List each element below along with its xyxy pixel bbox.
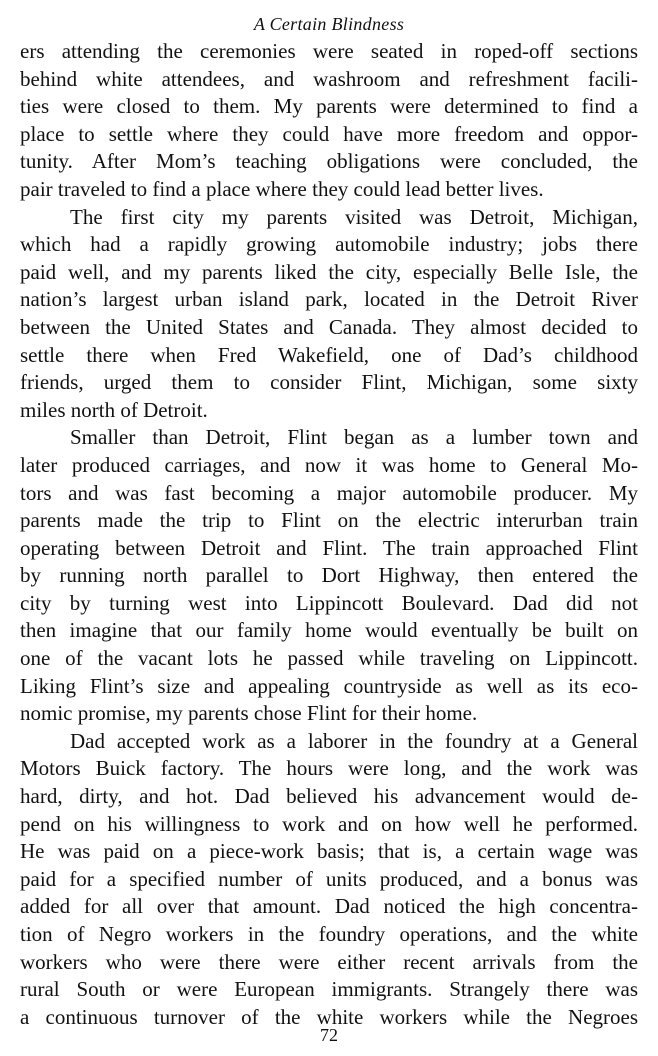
text-line: pair traveled to find a place where they could lead better lives. [20,176,544,201]
text-line: Motors Buick factory. The hours were long, and the work was [20,756,638,781]
text-line: city by turning west into Lippincott Boulevard. Dad did not [20,590,638,615]
body-text [20,38,638,1031]
text-line: Dad accepted work as a laborer in the foundry at a General [70,728,638,753]
text-line: He was paid on a piece-work basis; that is, a certain wage was [20,839,638,864]
page-number: 72 [320,1025,338,1045]
text-line: which had a rapidly growing automobile industry; jobs there [20,232,638,257]
text-line: settle there when Fred Wakefield, one of Dad’s childhood [20,342,638,367]
text-line: then imagine that our family home would eventually be built on [20,618,638,643]
text-line: parents made the trip to Flint on the electric interurban train [20,508,638,533]
text-line: nomic promise, my parents chose Flint for their home. [20,701,478,726]
text-line: paid for a specified number of units produced, and a bonus was [20,866,638,891]
text-line: nation’s largest urban island park, located in the Detroit River [20,287,638,312]
text-line: Liking Flint’s size and appealing countryside as well as its eco- [20,673,638,698]
text-line: later produced carriages, and now it was home to General Mo- [20,452,638,477]
text-line: by running north parallel to Dort Highway, then entered the [20,563,638,588]
text-line: ers attending the ceremonies were seated in roped-off sections [20,39,638,63]
text-line: ties were closed to them. My parents were determined to find a [20,94,638,119]
text-line: pend on his willingness to work and on how well he performed. [20,811,638,836]
text-line: workers who were there were either recent arrivals from the [20,949,638,974]
text-line: place to settle where they could have more freedom and oppor- [20,121,638,146]
text-line: between the United States and Canada. They almost decided to [20,314,638,339]
text-line: a continuous turnover of the white workers while the Negroes [20,1004,638,1029]
text-line: operating between Detroit and Flint. The train approached Flint [20,535,638,560]
text-line: tion of Negro workers in the foundry operations, and the white [20,922,638,946]
text-line: The first city my parents visited was Detroit, Michigan, [70,204,638,229]
text-line: tors and was fast becoming a major automobile producer. My [20,480,638,505]
text-line: rural South or were European immigrants. Strangely there was [20,977,638,1002]
text-line: Smaller than Detroit, Flint began as a lumber town and [70,425,638,450]
text-line: one of the vacant lots he passed while traveling on Lippincott. [20,646,638,671]
text-line: added for all over that amount. Dad noticed the high concentra- [20,894,638,919]
running-head: A Certain Blindness [253,14,405,34]
text-line: friends, urged them to consider Flint, Michigan, some sixty [20,370,638,395]
text-line: tunity. After Mom’s teaching obligations were concluded, the [20,149,638,174]
text-line: hard, dirty, and hot. Dad believed his advancement would de- [20,784,638,809]
text-line: paid well, and my parents liked the city, especially Belle Isle, the [20,259,638,284]
text-line: miles north of Detroit. [20,397,208,422]
text-line: behind white attendees, and washroom and refreshment facili- [20,66,638,91]
